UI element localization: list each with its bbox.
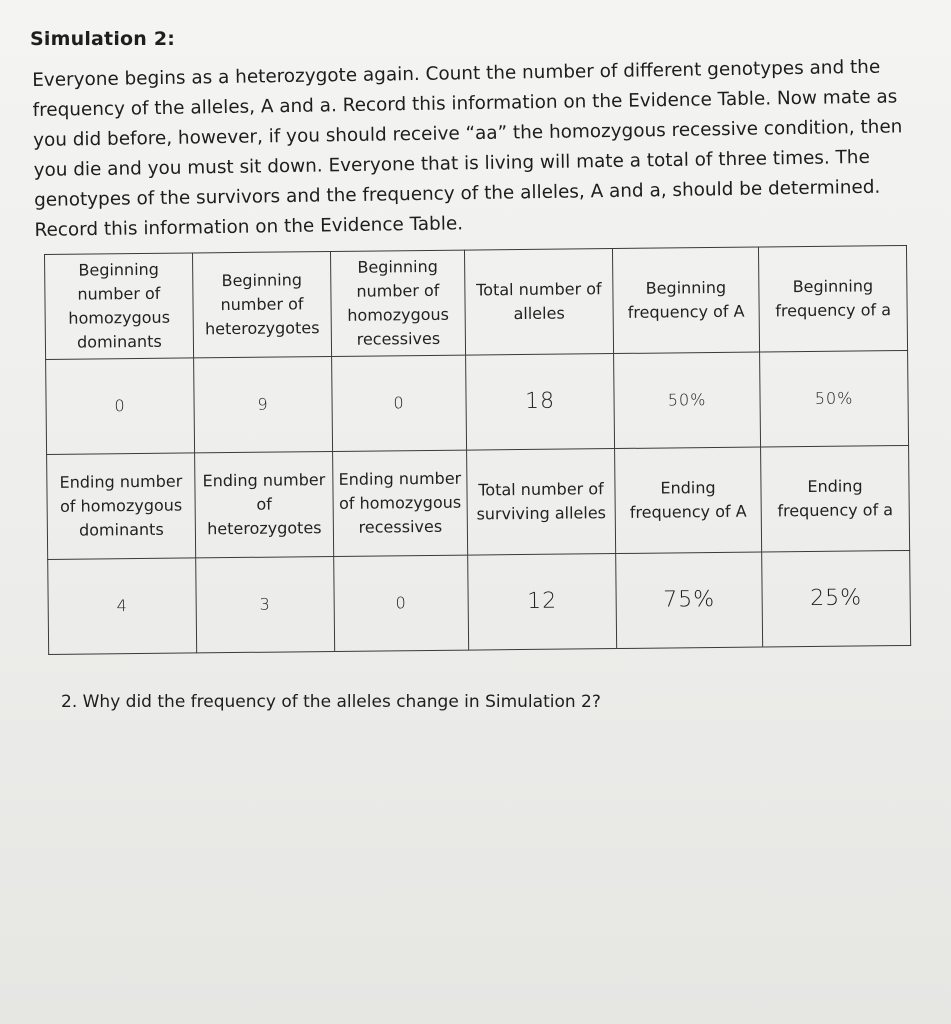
handwritten-value: 0 bbox=[46, 358, 195, 455]
handwritten-value: 3 bbox=[196, 556, 335, 652]
header-cell: Ending number of heterozygotes bbox=[195, 451, 334, 557]
ending-header-row bbox=[47, 445, 910, 559]
page-title: Simulation 2: bbox=[30, 28, 176, 50]
handwritten-value: 18 bbox=[466, 354, 615, 451]
beginning-value-row bbox=[46, 350, 909, 454]
header-cell: Ending frequency of A bbox=[615, 447, 762, 554]
header-cell: Beginning frequency of a bbox=[758, 245, 907, 352]
beginning-header-row bbox=[45, 245, 908, 359]
evidence-table bbox=[44, 245, 911, 655]
ending-value-row bbox=[48, 550, 911, 654]
question-text: 2. Why did the frequency of the alleles change in Simulation 2? bbox=[61, 692, 601, 712]
handwritten-value: 25% bbox=[762, 550, 911, 647]
header-cell: Total number of alleles bbox=[464, 249, 613, 356]
handwritten-value: 0 bbox=[334, 555, 469, 651]
header-cell: Total number of surviving alleles bbox=[467, 449, 616, 556]
instructions-paragraph: Everyone begins as a heterozygote again. Count the number of different genotypes and the frequency of the alleles, A and a. Record this information on the Evidence Table. Now mate as you did before, however, if you should receive “aa” the homozygous recessive condition, then you die and you must sit down. Everyone that is living will mate a total of three times. The genotypes of the survivors and the frequency of the alleles, A and a, should be determined. Record this information on the Evidence Table. bbox=[32, 56, 903, 241]
handwritten-value: 50% bbox=[760, 350, 909, 447]
header-cell: Beginning number of homozygous dominants bbox=[45, 253, 194, 360]
handwritten-value: 0 bbox=[332, 355, 467, 451]
handwritten-value: 12 bbox=[468, 554, 617, 651]
header-cell: Ending number of homozygous recessives bbox=[333, 450, 468, 556]
handwritten-value: 50% bbox=[614, 352, 761, 449]
handwritten-value: 9 bbox=[194, 356, 333, 452]
header-cell: Ending number of homozygous dominants bbox=[47, 453, 196, 560]
header-cell: Beginning number of homozygous recessives bbox=[330, 250, 465, 356]
handwritten-value: 4 bbox=[48, 558, 197, 655]
header-cell: Beginning number of heterozygotes bbox=[192, 251, 331, 357]
header-cell: Beginning frequency of A bbox=[612, 247, 759, 354]
handwritten-value: 75% bbox=[616, 552, 763, 649]
header-cell: Ending frequency of a bbox=[761, 445, 910, 552]
